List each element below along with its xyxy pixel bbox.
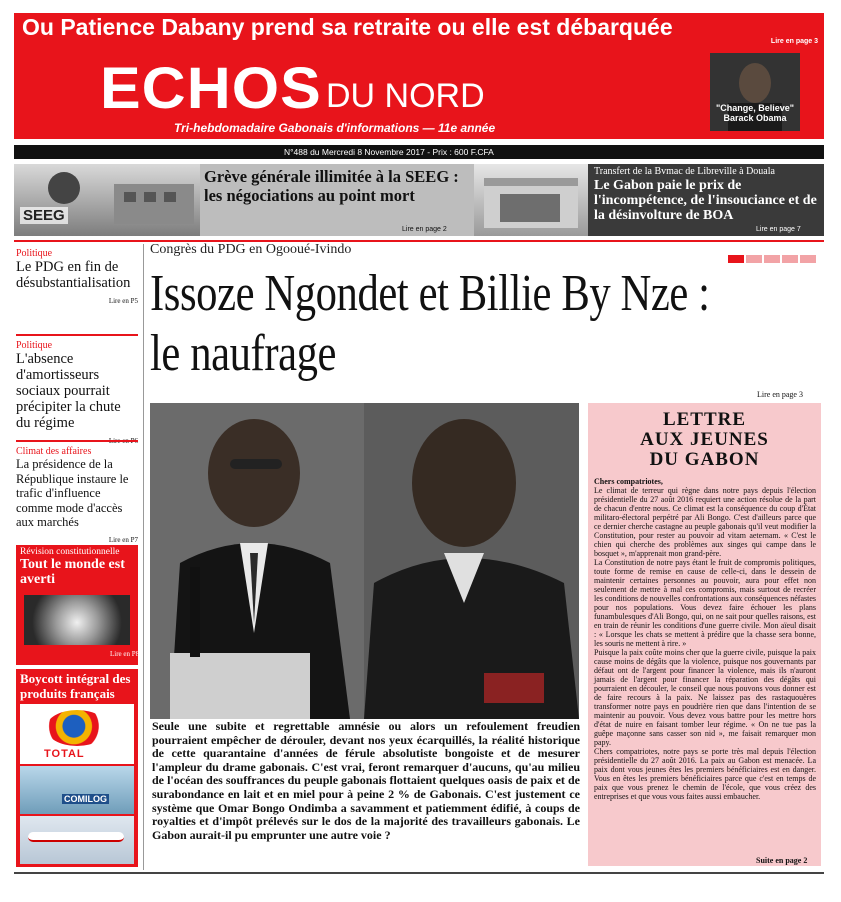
main-lire: Lire en page 3 (757, 390, 803, 399)
total-logo-icon (46, 710, 108, 746)
sidebar-divider (16, 440, 138, 442)
sidebar-article-amortisseurs[interactable] (16, 340, 138, 445)
seeg-label: SEEG (20, 207, 68, 224)
letter-paragraph: Le climat de terreur qui règne dans notre pays depuis l'élection présidentielle du 27 août 2016 requiert une action résolue de la part de chacun d'entre nous. Ce climat est la conséquence du coup d'État militaro-électoral perpétré par Ali Bongo. C'est d'ailleurs parce que ce dernier cherche castagne au peuple gabonais qu'il veut modifier la Constitution, pour rester au pouvoir ad vitam aeternam. « C'est le chien qui cherche des problèmes aux singes qui campe dans le bosquet », m'apprenait mon grand-père. (594, 486, 816, 558)
letter-title-line: LETTRE (662, 409, 747, 430)
sidebar-lire: Lire en P5 (108, 297, 138, 305)
comilog-brand: COMILOG (64, 794, 107, 804)
quote-author: Barack Obama (723, 113, 787, 123)
letter-salutation: Chers compatriotes, (594, 477, 663, 486)
sidebar-kicker: Politique (16, 248, 53, 259)
letter-paragraph: Chers compatriotes, notre pays se porte très mal depuis l'élection présidentielle du 27 août 2016. La paix au Gabon est menacée. La paix dont vous jeunes êtes les premiers bénéficiaires est en danger. Vous en êtes les premiers bénéficiaires parce que c'est en temps de paix que vous prenez le chemin de l'école, que vous créez des entreprises et que vous vous faites aussi embaucher. (594, 747, 816, 801)
bvmac-headline[interactable]: Le Gabon paie le prix de l'incompétence, de l'insouciance et de la désinvolture de BOA (594, 178, 817, 223)
total-brand: TOTAL (44, 748, 85, 760)
comilog-image (20, 766, 134, 814)
headline-line: Issoze Ngondet et Billie By Nze : (150, 265, 710, 322)
revision-lire: Lire en P8 (110, 650, 140, 658)
sidebar-article-pdg[interactable] (16, 248, 138, 305)
top-banner[interactable] (14, 13, 824, 47)
masthead (14, 47, 824, 139)
tagline: Tri-hebdomadaire Gabonais d'informations — 11e année (174, 121, 496, 135)
seeg-image[interactable] (14, 164, 200, 236)
letter-title-line: DU GABON (649, 449, 760, 470)
main-kicker: Congrès du PDG en Ogooué-Ivindo (150, 242, 352, 257)
photo-billie-by-nze (364, 403, 579, 719)
revision-kicker: Révision constitutionnelle (20, 547, 120, 557)
divider (14, 240, 824, 242)
sidebar-title: Le PDG en fin de désubstantialisation (16, 259, 131, 291)
bvmac-kicker: Transfert de la Bvmac de Libreville à Douala (594, 166, 775, 177)
boycott-title: Boycott intégral des produits français (20, 671, 131, 701)
sidebar-article-climat[interactable] (16, 446, 138, 544)
sidebar-kicker: Climat des affaires (16, 446, 92, 457)
main-body-text: Seule une subite et regrettable amnésie ou alors un refoulement freudien pourraient empêcher de dérouler, devant nos yeux écarquillés, la réalité historique de cette quarantaine d'années de férule absolutiste bongoiste et de mesurer l'ampleur du drame gabonais. C'est vrai, feront remarquer d'aucuns, qu'au milieu de l'océan des souffrances du peuple gabonais flottaient quelques oasis de paix et de surabondance en lait et en miel pour à peine 2 % de Gabonais. C'est justement ce système que Omar Bongo Ondimba a savamment et patiemment édifié, à coups de royalties et d'impôt prélevés sur le dos de la majorité des travailleurs gabonais. Le Gabon aurait-il pu emprunter une autre voie ? (152, 719, 580, 842)
photo-issoze-ngondet (150, 403, 364, 719)
letter-paragraph: La Constitution de notre pays étant le fruit de compromis politiques, toute forme de remise en cause de celle-ci, dans le dessein de maintenir certaines personnes au pouvoir, aura pour effet non seulement de mettre à mal ces compromis, mais surtout de recréer les conditions de nouvelles confrontations aux conséquences néfastes pour nos populations. Vous devez faire échouer les plans funambulesques d'Ali Bongo, qui, on ne sait pour quelles raisons, est en train de réunir les conditions d'une guerre civile. Mon aïeul disait : « Lorsque les chats se mettent à prédire que la chasse sera bonne, les souris ne mettent à rire. » (594, 558, 816, 648)
main-headline[interactable] (150, 264, 710, 384)
banner-title: Ou Patience Dabany prend sa retraite ou elle est débarquée (22, 14, 673, 40)
logo-echos: ECHOS (100, 56, 322, 121)
letter-title[interactable] (588, 410, 821, 470)
greve-lire: Lire en page 2 (402, 226, 447, 233)
sidebar-title: L'absence d'amortisseurs sociaux pourrait précipiter la chute du régime (16, 351, 121, 431)
bvmac-building-image[interactable] (474, 164, 588, 236)
letter-paragraph: Puisque la paix coûte moins cher que la guerre civile, puisque la paix cause moins de dégâts que la violence, puisque nos gouvernants par défaut ont de l'argent pour financer la violence, mais ils n'auront jamais de l'argent pour financer la réparation des dégâts qui pourraient en découler, le conseil que nous pouvons vous donner est de faire recours à la paix. Ne laissez pas des rastaquouères transformer notre pays en poudrière rien que dans l'intention de se maintenir au pouvoir. Vous devez vous battre pour les mettre hors d'état de nuire en faisant tomber leur régime. « On ne tue pas la guêpe maçonne sans casser son nid », me faisait remarquer mon papy. (594, 648, 816, 747)
column-divider (143, 244, 144, 870)
letter-text (594, 477, 816, 801)
sidebar-title: La présidence de la République instaure le trafic d'influence comme mode d'accès aux marchés (16, 457, 129, 529)
kicker-bars (728, 250, 818, 268)
sidebar-lire: Lire en P7 (108, 535, 138, 544)
airplane-icon (28, 832, 124, 842)
greve-headline[interactable]: Grève générale illimitée à la SEEG : les négociations au point mort (204, 167, 459, 205)
sidebar-divider (16, 334, 138, 336)
obama-quote (706, 103, 804, 123)
quote-line: "Change, Believe" (715, 103, 795, 113)
sidebar-kicker: Politique (16, 340, 53, 351)
bottom-rule (14, 872, 824, 874)
headline-line: le naufrage (150, 325, 337, 382)
banner-lire: Lire en page 3 (770, 38, 818, 45)
issue-info-bar: N°488 du Mercredi 8 Novembre 2017 - Prix : 600 F.CFA (14, 145, 824, 159)
letter-title-line: AUX JEUNES (640, 429, 769, 450)
logo-du-nord: DU NORD (326, 77, 485, 115)
letter-suite[interactable]: Suite en page 2 (756, 856, 808, 865)
bvmac-lire: Lire en page 7 (756, 226, 801, 233)
revision-image (24, 595, 130, 645)
revision-title: Tout le monde est averti (20, 557, 125, 587)
